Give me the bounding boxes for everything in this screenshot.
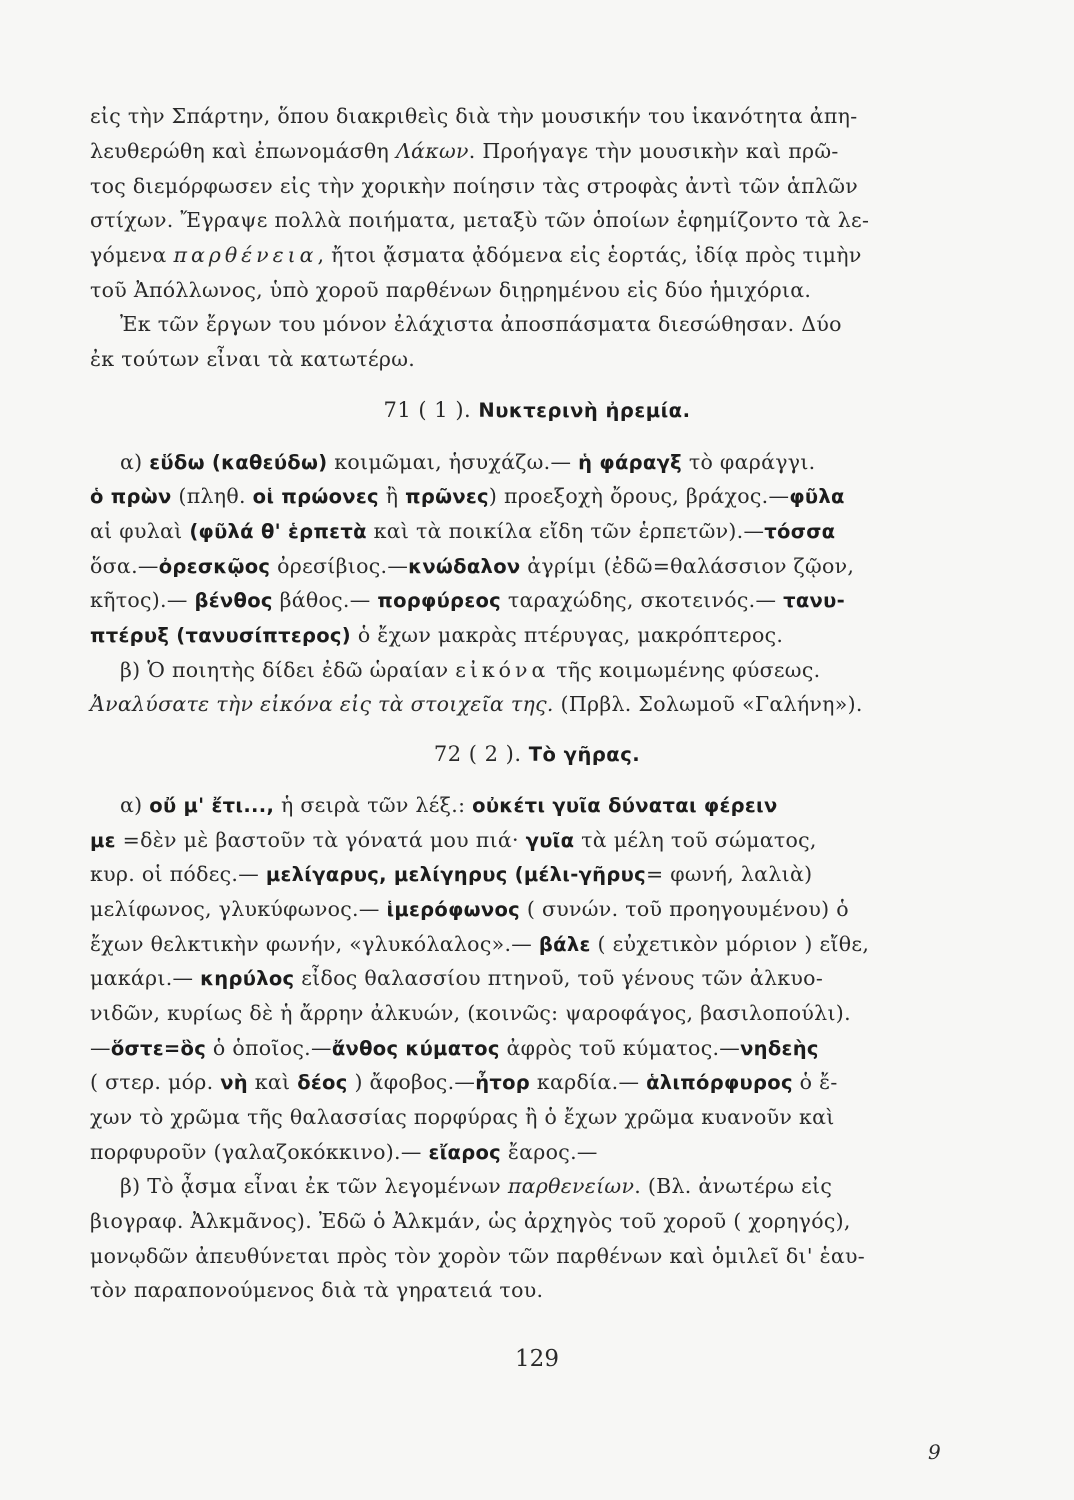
text-line: τοῦ Ἀπόλλωνος, ὑπὸ χοροῦ παρθένων διῃρημένου εἰς δύο ἡμιχόρια. bbox=[90, 278, 812, 302]
text-line: ( στερ. μόρ. νὴ καὶ δέος ) ἄφοβος.—ἦτορ καρδία.— ἁλιπόρφυρος ὁ ἔ- bbox=[90, 1070, 838, 1094]
text-line: ἐκ τούτων εἶναι τὰ κατωτέρω. bbox=[90, 347, 416, 371]
text-line: μακάρι.— κηρύλος εἶδος θαλασσίου πτηνοῦ, τοῦ γένους τῶν ἀλκυο- bbox=[90, 966, 824, 990]
text-line: χων τὸ χρῶμα τῆς θαλασσίας πορφύρας ἢ ὁ ἔχων χρῶμα κυανοῦν καὶ bbox=[90, 1105, 835, 1129]
text-line: νιδῶν, κυρίως δὲ ἡ ἄρρην ἀλκυών, (κοινῶς: ψαροφάγος, βασιλοπούλι). bbox=[90, 1001, 851, 1025]
text-line: τὸν παραπονούμενος διὰ τὰ γηρατειά του. bbox=[90, 1278, 544, 1302]
text-line: τος διεμόρφωσεν εἰς τὴν χορικὴν ποίησιν τὰς στροφὰς ἀντὶ τῶν ἁπλῶν bbox=[90, 174, 859, 198]
text-line: κῆτος).— βένθος βάθος.— πορφύρεος ταραχώδης, σκοτεινός.— τανυ- bbox=[90, 588, 845, 612]
text-line: γόμενα παρθένεια, ἤτοι ᾄσματα ᾀδόμενα εἰς ἑορτάς, ἰδίᾳ πρὸς τιμὴν bbox=[90, 243, 862, 267]
text-line: στίχων. Ἔγραψε πολλὰ ποιήματα, μεταξὺ τῶν ὁποίων ἐφημίζοντο τὰ λε- bbox=[90, 208, 870, 232]
text-line: Ἐκ τῶν ἔργων του μόνον ἐλάχιστα ἀποσπάσματα διεσώθησαν. Δύο bbox=[120, 312, 842, 336]
text-line: λευθερώθη καὶ ἐπωνομάσθη Λάκων. Προήγαγε τὴν μουσικὴν καὶ πρῶ- bbox=[90, 139, 839, 163]
text-line: αἱ φυλαὶ (φῦλά θ' ἑρπετὰ καὶ τὰ ποικίλα εἴδη τῶν ἑρπετῶν).—τόσσα bbox=[90, 519, 836, 543]
text-line: με =δὲν μὲ βαστοῦν τὰ γόνατά μου πιά· γυῖα τὰ μέλη τοῦ σώματος, bbox=[90, 828, 817, 852]
text-line: πορφυροῦν (γαλαζοκόκκινο).— εἴαρος ἔαρος.— bbox=[90, 1140, 598, 1164]
text-line: ὅσα.—ὀρεσκῷος ὀρεσίβιος.—κνώδαλον ἀγρίμι (ἐδῶ=θαλάσσιον ζῷον, bbox=[90, 554, 855, 578]
page-number: 129 bbox=[515, 1346, 559, 1372]
section-heading-71: 71 ( 1 ). Νυκτερινὴ ἠρεμία. bbox=[383, 398, 691, 422]
text-line: β) Ὁ ποιητὴς δίδει ἐδῶ ὡραίαν εἰκόνα τῆς κοιμωμένης φύσεως. bbox=[120, 658, 821, 682]
text-line: α) εὕδω (καθεύδω) κοιμῶμαι, ἡσυχάζω.— ἡ φάραγξ τὸ φαράγγι. bbox=[120, 450, 816, 474]
text-line: Ἀναλύσατε τὴν εἰκόνα εἰς τὰ στοιχεῖα της. (Πρβλ. Σολωμοῦ «Γαλήνη»). bbox=[90, 692, 863, 716]
text-line: μονῳδῶν ἀπευθύνεται πρὸς τὸν χορὸν τῶν παρθένων καὶ ὁμιλεῖ δι' ἑαυ- bbox=[90, 1244, 866, 1268]
text-line: βιογραφ. Ἀλκμᾶνος). Ἐδῶ ὁ Ἀλκμάν, ὡς ἀρχηγὸς τοῦ χοροῦ ( χορηγός), bbox=[90, 1209, 851, 1233]
text-line: α) οὔ μ' ἔτι..., ἡ σειρὰ τῶν λέξ.: οὐκέτι γυῖα δύναται φέρειν bbox=[120, 793, 778, 817]
text-line: —ὅστε=ὃς ὁ ὁποῖος.—ἄνθος κύματος ἀφρὸς τοῦ κύματος.—νηδεὴς bbox=[90, 1036, 819, 1060]
section-heading-72: 72 ( 2 ). Τὸ γῆρας. bbox=[433, 742, 641, 766]
text-line: ἔχων θελκτικὴν φωνήν, «γλυκόλαλος».— βάλε ( εὐχετικὸν μόριον ) εἴθε, bbox=[90, 932, 870, 956]
text-line: β) Τὸ ᾆσμα εἶναι ἐκ τῶν λεγομένων παρθενείων. (Βλ. ἀνωτέρω εἰς bbox=[120, 1174, 833, 1198]
text-line: ὁ πρὼν (πληθ. οἱ πρώονες ἢ πρῶνες) προεξοχὴ ὄρους, βράχος.—φῦλα bbox=[90, 484, 845, 508]
signature-mark: 9 bbox=[928, 1440, 941, 1464]
text-line: μελίφωνος, γλυκύφωνος.— ἱμερόφωνος ( συνών. τοῦ προηγουμένου) ὁ bbox=[90, 897, 849, 921]
text-line: εἰς τὴν Σπάρτην, ὅπου διακριθεὶς διὰ τὴν μουσικήν του ἱκανότητα ἀπη- bbox=[90, 104, 858, 128]
text-line: πτέρυξ (τανυσίπτερος) ὁ ἔχων μακρὰς πτέρυγας, μακρόπτερος. bbox=[90, 623, 784, 647]
text-line: κυρ. οἱ πόδες.— μελίγαρυς, μελίγηρυς (μέλι-γῆρυς= φωνή, λαλιὰ) bbox=[90, 862, 813, 886]
